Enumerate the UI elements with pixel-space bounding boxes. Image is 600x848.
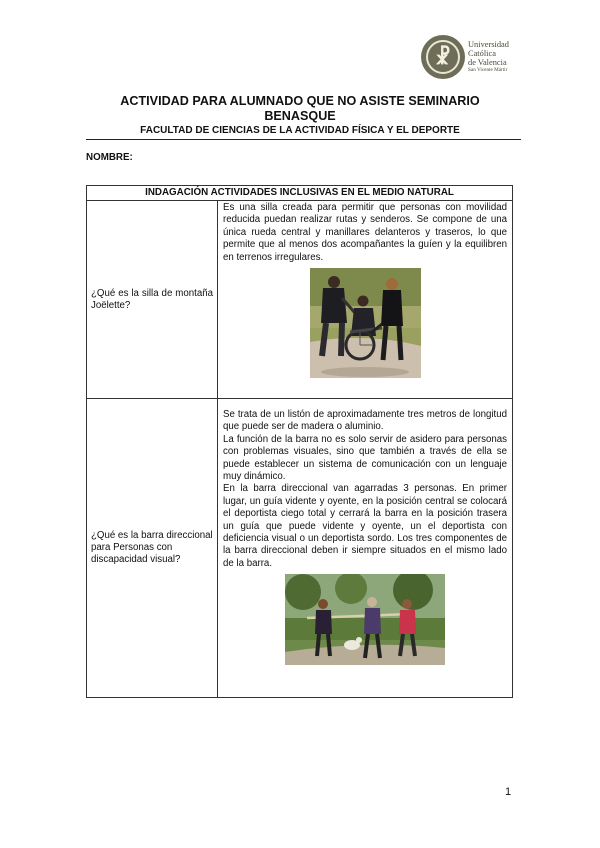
question-cell xyxy=(87,201,218,399)
table-row xyxy=(87,201,513,399)
question-text: ¿Qué es la silla de montaña Joëlette? xyxy=(91,287,213,311)
university-name xyxy=(468,40,509,74)
table-heading: INDAGACIÓN ACTIVIDADES INCLUSIVAS EN EL MEDIO NATURAL xyxy=(87,186,513,201)
question-text: ¿Qué es la barra direccional para Personas con discapacidad visual? xyxy=(91,530,213,565)
question-cell xyxy=(87,399,218,698)
university-name-line2: Católica xyxy=(468,49,496,58)
document-title-line1: ACTIVIDAD PARA ALUMNADO QUE NO ASISTE SEMINARIO xyxy=(120,94,480,108)
activities-table xyxy=(86,185,513,698)
answer-paragraph: En la barra direccional van agarradas 3 personas. En primer lugar, un guía vidente y oyente, en la posición central se colocará el deportista ciego total y cerrará la barra en la posición trasera un guía que puede vidente y oyente, un el deportista con deficiencia visual o un deportista sordo. Los tres componentes de la barra direccional deben ir siempre situados en el mismo lado de la barra. xyxy=(223,483,507,569)
page-number: 1 xyxy=(505,786,512,798)
answer-cell xyxy=(218,399,513,698)
barra-direccional-photo xyxy=(285,574,445,665)
joelette-photo xyxy=(310,268,421,378)
answer-paragraph: Se trata de un listón de aproximadamente tres metros de longitud que puede ser de madera o aluminio. xyxy=(223,409,507,433)
answer-paragraph: Es una silla creada para permitir que personas con movilidad reducida puedan realizar rutas y senderos. Se compone de una única rueda central y manillares delanteros y traseros, lo que permite que al menos dos acompañantes la guíen y la equilibren en terrenos irregulares. xyxy=(223,202,507,263)
answer-paragraph: La función de la barra no es solo servir de asidero para personas con problemas visuales, sino que también a través de ella se puede establecer un sistema de comunicación con un lenguaje muy dinámico. xyxy=(223,433,507,483)
university-name-line4: San Vicente Mártir xyxy=(468,67,508,73)
header-divider xyxy=(86,139,521,140)
answer-cell xyxy=(218,201,513,399)
table-row xyxy=(87,399,513,698)
document-title-line2: BENASQUE xyxy=(264,109,336,123)
faculty-subtitle: FACULTAD DE CIENCIAS DE LA ACTIVIDAD FÍSICA Y EL DEPORTE xyxy=(140,125,460,136)
nombre-label: NOMBRE: xyxy=(86,152,133,163)
university-name-line1: Universidad xyxy=(468,40,509,49)
university-name-line3: de Valencia xyxy=(468,58,507,67)
university-logo xyxy=(421,34,517,80)
chi-rho-glyph: ☧ xyxy=(435,45,451,69)
university-seal-icon xyxy=(421,35,465,79)
